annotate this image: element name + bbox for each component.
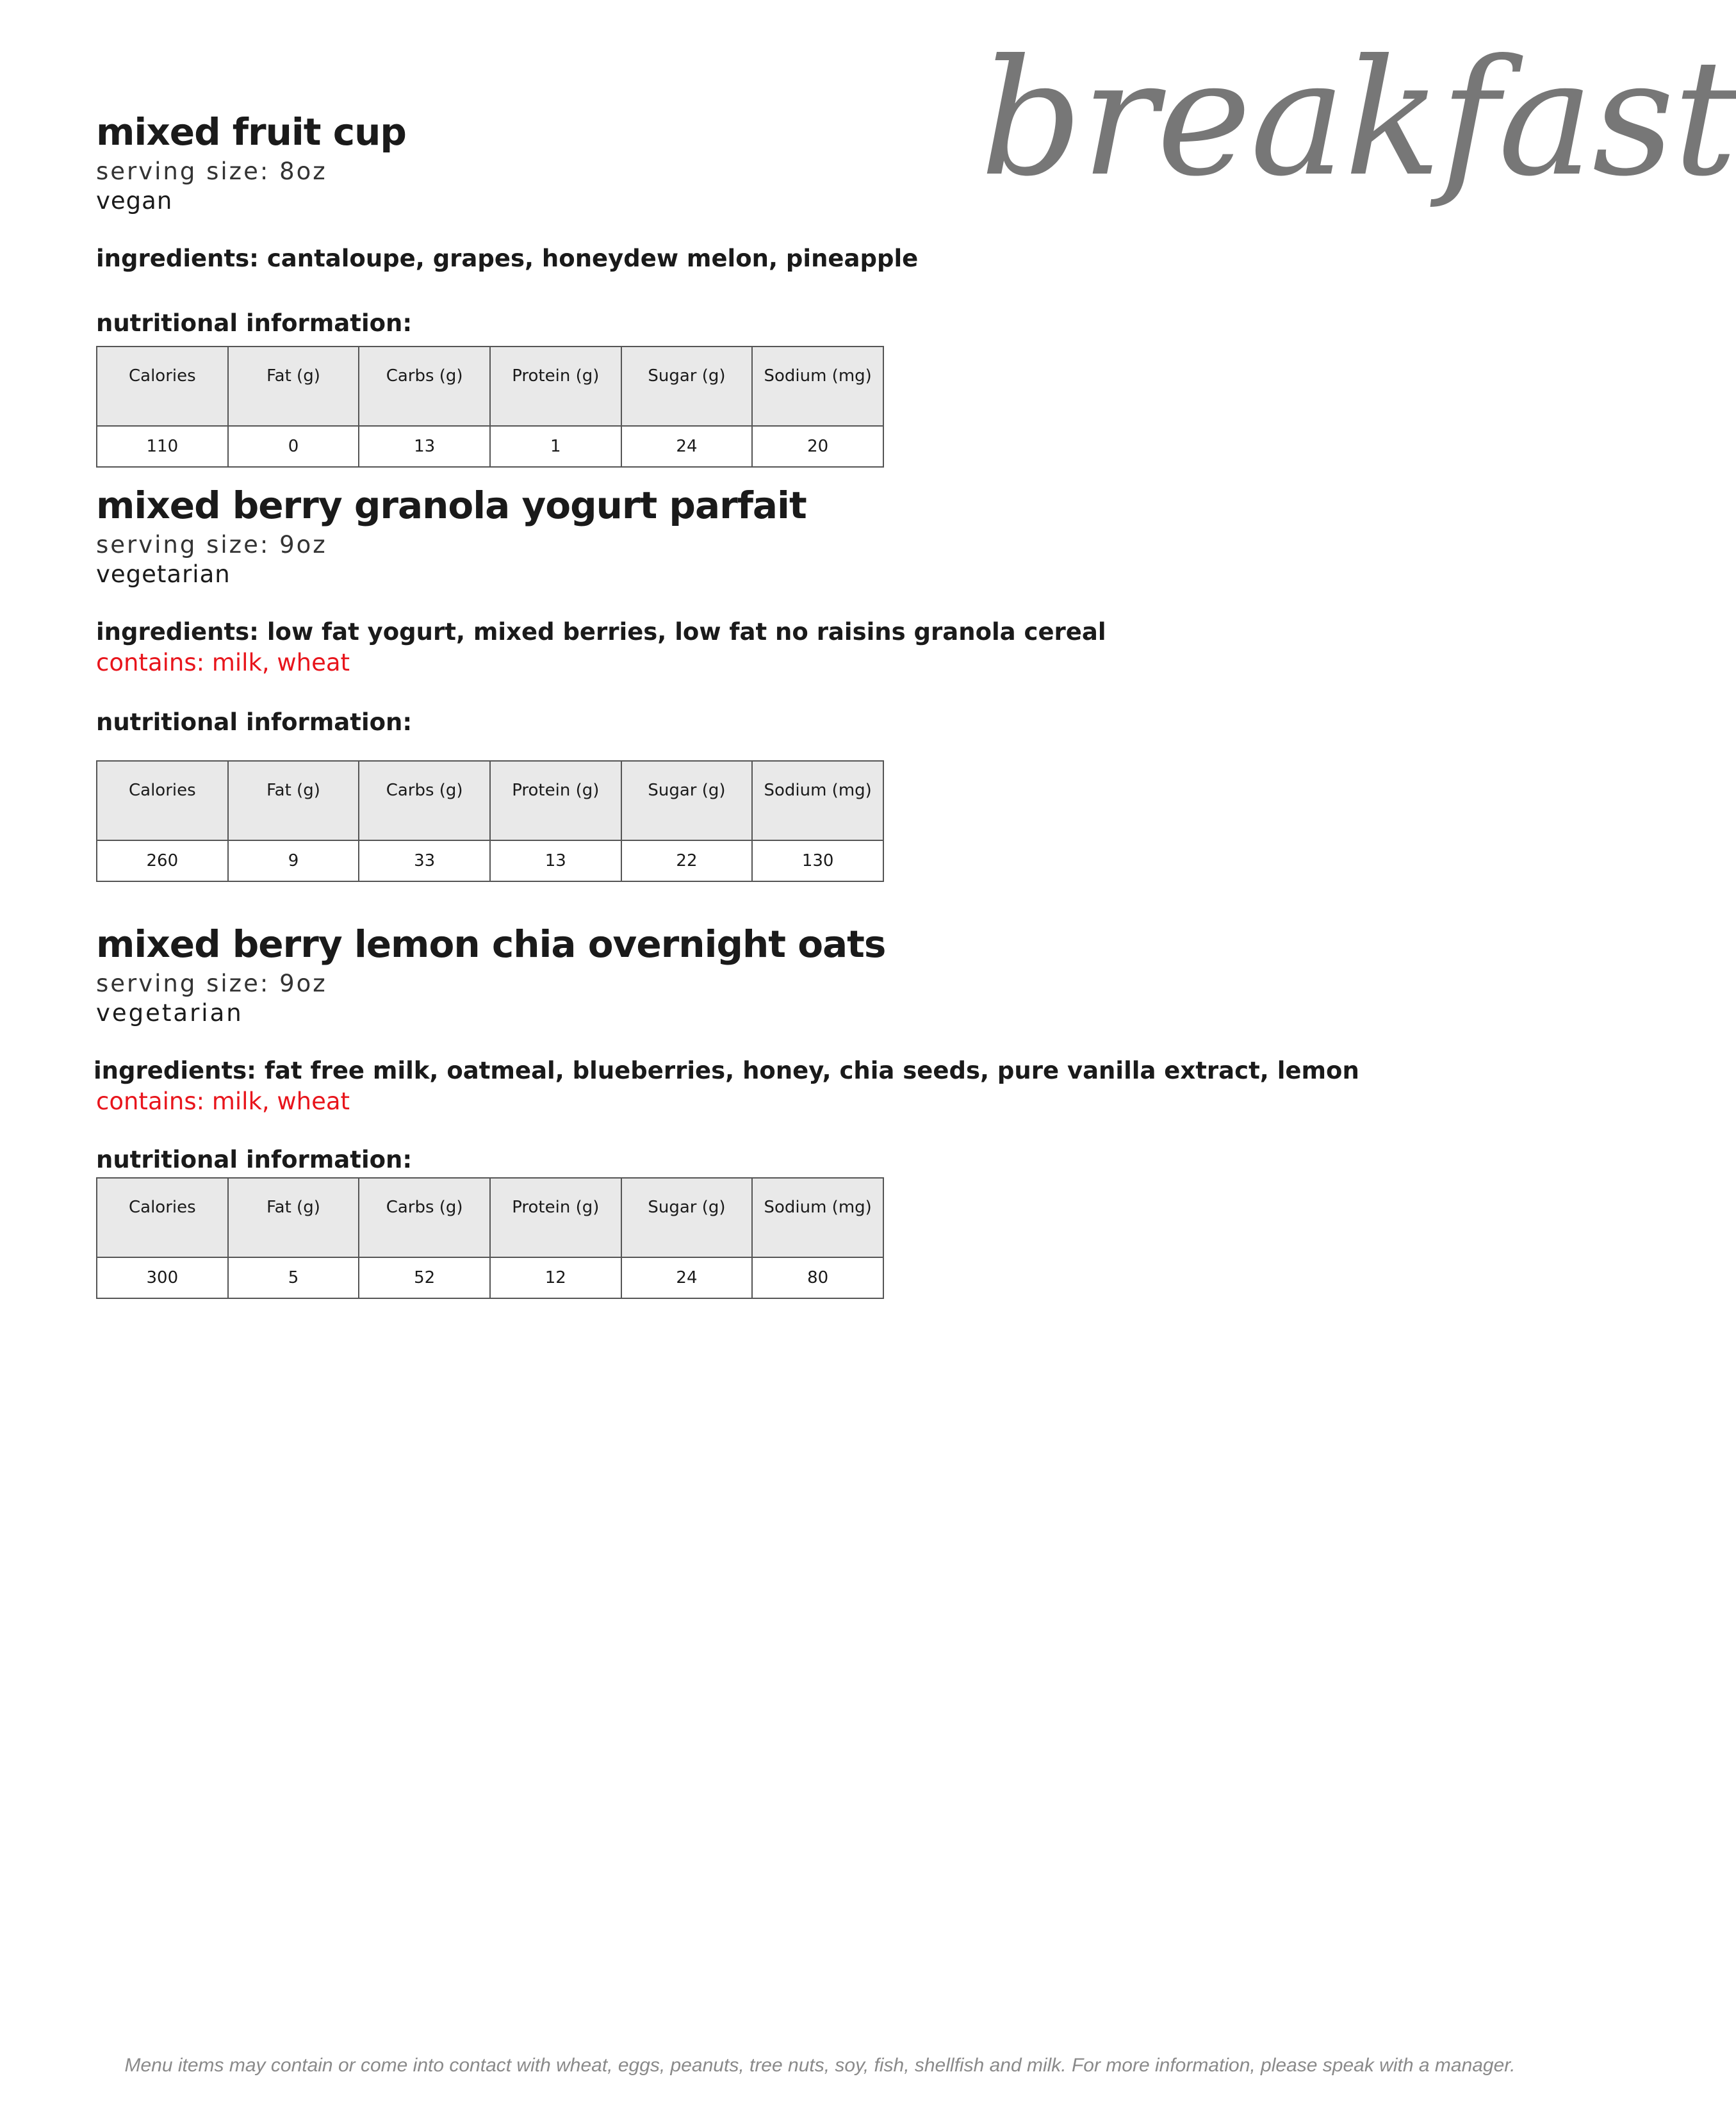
nutrition-header-row [97,347,883,426]
value-sugar: 24 [621,1257,753,1298]
diet-label: vegan [96,187,173,215]
nutrition-label: nutritional information: [96,309,413,337]
value-carbs: 33 [359,840,490,881]
header-sodium: Sodium (mg) [752,1178,883,1257]
ingredients-text: ingredients: fat free milk, oatmeal, blueberries, honey, chia seeds, pure vanilla extract, lemon [94,1057,1359,1085]
value-sugar: 22 [621,840,753,881]
header-sugar: Sugar (g) [621,347,753,426]
header-calories: Calories [97,1178,228,1257]
value-protein: 1 [490,426,621,467]
header-sugar: Sugar (g) [621,761,753,840]
nutrition-value-row [97,426,883,467]
value-fat: 0 [228,426,359,467]
nutrition-header-row [97,1178,883,1257]
menu-item-overnight-oats [96,924,1505,1299]
nutrition-header-row [97,761,883,840]
header-sodium: Sodium (mg) [752,347,883,426]
header-fat: Fat (g) [228,761,359,840]
header-carbs: Carbs (g) [359,347,490,426]
value-calories: 260 [97,840,228,881]
item-title: mixed berry granola yogurt parfait [96,484,807,527]
allergen-warning: contains: milk, wheat [96,648,350,676]
header-calories: Calories [97,347,228,426]
value-sugar: 24 [621,426,753,467]
value-sodium: 80 [752,1257,883,1298]
allergen-disclaimer: Menu items may contain or come into contact with wheat, eggs, peanuts, tree nuts, soy, fish, shellfish and milk. For more information, please speak with a manager. [124,2055,1516,2076]
item-title: mixed berry lemon chia overnight oats [96,922,886,966]
menu-item-mixed-fruit-cup [96,112,1505,468]
nutrition-label: nutritional information: [96,1145,413,1173]
serving-size: serving size: 9oz [96,530,327,559]
ingredients-text: ingredients: cantaloupe, grapes, honeydew melon, pineapple [96,245,919,273]
header-protein: Protein (g) [490,761,621,840]
header-sodium: Sodium (mg) [752,761,883,840]
nutrition-table [96,1177,884,1299]
value-fat: 5 [228,1257,359,1298]
value-protein: 12 [490,1257,621,1298]
value-sodium: 20 [752,426,883,467]
header-carbs: Carbs (g) [359,761,490,840]
header-protein: Protein (g) [490,1178,621,1257]
header-fat: Fat (g) [228,347,359,426]
header-sugar: Sugar (g) [621,1178,753,1257]
value-carbs: 13 [359,426,490,467]
item-title: mixed fruit cup [96,110,406,154]
diet-label: vegetarian [96,560,231,589]
nutrition-table [96,346,884,468]
nutrition-label: nutritional information: [96,708,413,736]
header-carbs: Carbs (g) [359,1178,490,1257]
menu-item-yogurt-parfait [96,486,1505,882]
value-calories: 300 [97,1257,228,1298]
allergen-warning: contains: milk, wheat [96,1087,350,1115]
header-fat: Fat (g) [228,1178,359,1257]
ingredients-text: ingredients: low fat yogurt, mixed berries, low fat no raisins granola cereal [96,618,1106,646]
diet-label: vegetarian [96,999,243,1027]
value-fat: 9 [228,840,359,881]
nutrition-table [96,760,884,882]
value-calories: 110 [97,426,228,467]
page-title: breakfast [980,25,1736,211]
value-sodium: 130 [752,840,883,881]
serving-size: serving size: 9oz [96,969,327,997]
header-protein: Protein (g) [490,347,621,426]
nutrition-value-row [97,1257,883,1298]
value-protein: 13 [490,840,621,881]
value-carbs: 52 [359,1257,490,1298]
nutrition-value-row [97,840,883,881]
header-calories: Calories [97,761,228,840]
serving-size: serving size: 8oz [96,157,327,185]
